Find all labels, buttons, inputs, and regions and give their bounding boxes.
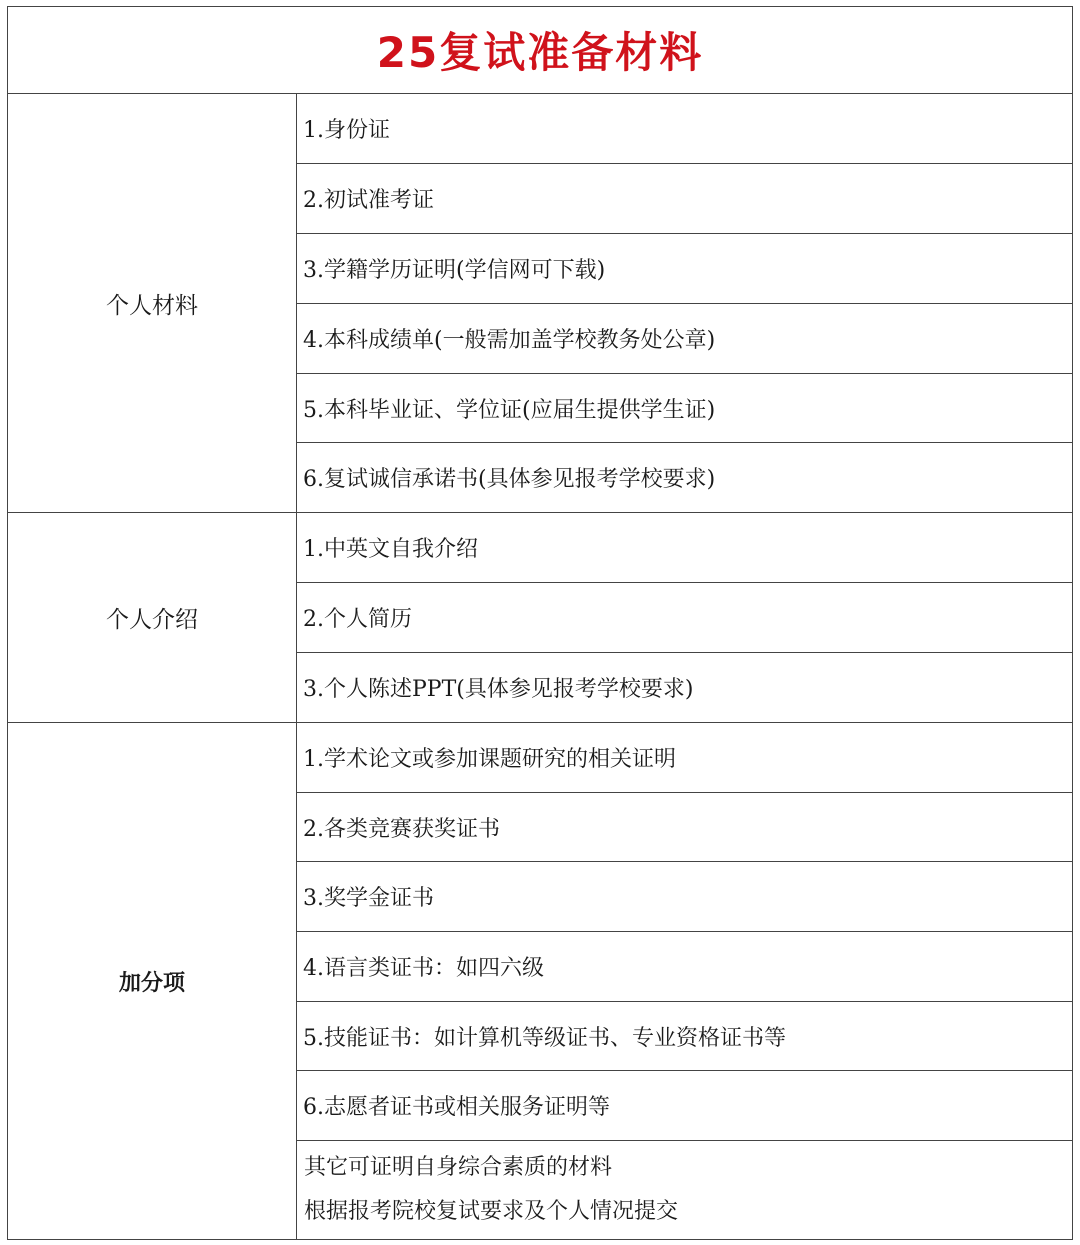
list-item: 4.语言类证书：如四六级 <box>297 932 1072 1002</box>
section-label-personal-materials <box>8 94 297 513</box>
list-item: 1.中英文自我介绍 <box>297 513 1072 583</box>
list-item: 5.本科毕业证、学位证(应届生提供学生证) <box>297 374 1072 443</box>
materials-table <box>7 6 1073 1240</box>
list-item: 3.个人陈述PPT(具体参见报考学校要求) <box>297 653 1072 723</box>
list-item: 1.身份证 <box>297 94 1072 164</box>
note-line: 其它可证明自身综合素质的材料 <box>304 1155 613 1180</box>
section-label: 个人材料 <box>106 293 198 319</box>
section-label: 加分项 <box>118 970 185 996</box>
list-item: 2.初试准考证 <box>297 164 1072 234</box>
note-line: 根据报考院校复试要求及个人情况提交 <box>304 1199 679 1224</box>
section-label-bonus-items <box>8 723 297 1239</box>
list-item: 4.本科成绩单(一般需加盖学校教务处公章) <box>297 304 1072 374</box>
section-label-self-intro <box>8 513 297 722</box>
list-item: 3.学籍学历证明(学信网可下载) <box>297 234 1072 304</box>
section-label: 个人介绍 <box>106 607 198 633</box>
list-item: 6.志愿者证书或相关服务证明等 <box>297 1071 1072 1141</box>
list-item: 5.技能证书：如计算机等级证书、专业资格证书等 <box>297 1002 1072 1071</box>
list-item: 6.复试诚信承诺书(具体参见报考学校要求) <box>297 443 1072 513</box>
list-item: 3.奖学金证书 <box>297 862 1072 932</box>
table-title: 25复试准备材料 <box>376 28 704 77</box>
list-item: 2.各类竞赛获奖证书 <box>297 793 1072 862</box>
list-item: 1.学术论文或参加课题研究的相关证明 <box>297 723 1072 793</box>
note-item <box>297 1141 1072 1239</box>
title-row <box>8 7 1072 94</box>
list-item: 2.个人简历 <box>297 583 1072 653</box>
